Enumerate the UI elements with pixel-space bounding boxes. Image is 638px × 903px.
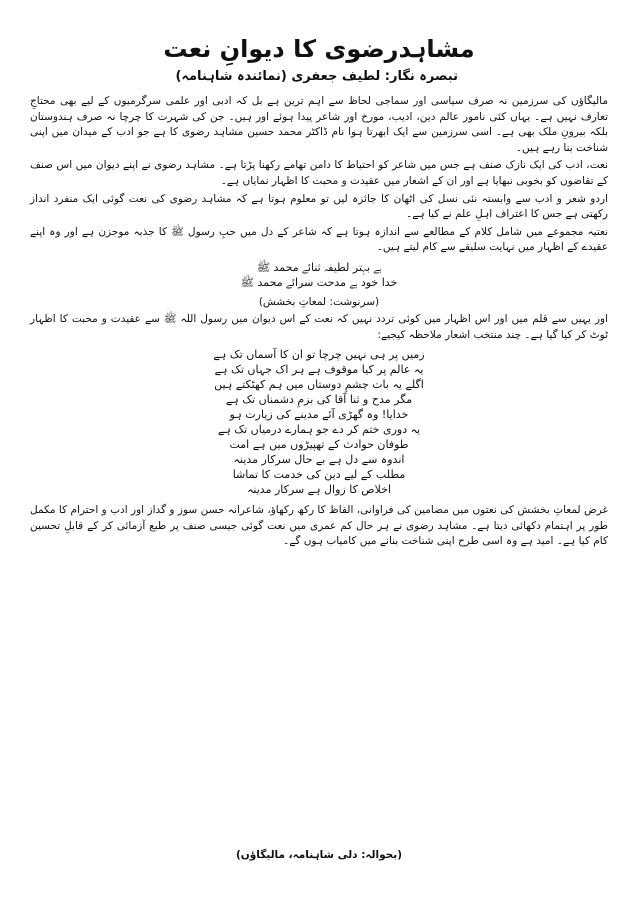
- couplet-line: مگر مدح و ثنا آقا کی بزمِ دشمناں تک ہے: [225, 393, 413, 407]
- couplet-line: یہ دوری ختم کر دے جو ہمارے درمیاں تک ہے: [217, 423, 421, 437]
- couplet-block-b: [30, 347, 608, 497]
- couplet-block-a: [30, 260, 608, 290]
- paragraph-end: غرض لمعاتِ بخشش کی نعتوں میں مضامین کی فراوانی، الفاظ کا رکھ رکھاؤ، شاعرانہ حسن سوز و گداز اور ادب و احترام کا مکمل طور پر اہتمام دکھائی دیتا ہے۔ مشاہد رضوی نے ہر حال کم عمری میں نعت گوئی جیسی صنف پر طبع آزمائی کر کے قابلِ تحسین کام کیا ہے۔ امید ہے وہ اسی طرح اپنی شناخت بنانے میں کامیاب ہوں گے۔: [30, 504, 608, 548]
- article-footer: (بحوالہ: دلی شاہنامہ، مالیگاؤں): [235, 849, 402, 861]
- couplet-line: طوفان حوادث کے تھپیڑوں میں ہے امت: [229, 438, 409, 452]
- couplet-line: اگلے یہ بات چشمِ دوستاں میں ہم کھٹکتے ہیں: [214, 378, 424, 392]
- couplet-line: خدایا! وہ گھڑی آئے مدینے کی زیارت ہو: [229, 408, 409, 422]
- couplet-line: مطلب کے لیے دین کی خدمت کا تماشا: [232, 468, 406, 482]
- couplet-line: خدا خود ہے مدحت سرائے محمد ﷺ: [240, 275, 398, 289]
- source-note: (سرنوشت: لمعاتِ بخشش): [258, 295, 380, 308]
- article-byline: تبصرہ نگار: لطیف جعفری (نمائندہ شاہنامہ): [175, 69, 458, 84]
- paragraph-2: نعت، ادب کی ایک نازک صنف ہے جس میں شاعر کو احتیاط کا دامن تھامے رکھنا پڑتا ہے۔ مشاہد رضوی نے اپنے دیوان میں اس صنف کے تقاضوں کو بخوبی نبھایا ہے اور ان کے اشعار میں عقیدت و محبت کا اظہار نمایاں ہے۔: [30, 159, 608, 187]
- couplet-line: اخلاص کا زوال ہے سرکار مدینہ: [246, 483, 392, 497]
- couplet-line: ہے بہتر لطیفہ ثنائے محمد ﷺ: [256, 260, 382, 274]
- couplet-line: زمیں پر ہی نہیں چرچا تو ان کا آسماں تک ہے: [213, 348, 425, 362]
- couplet-line: اندوہ سے دل ہے بے حال سرکار مدینہ: [233, 453, 405, 467]
- paragraph-3: اردو شعر و ادب سے وابستہ نئی نسل کی اٹھان کا جائزہ لیں تو معلوم ہوتا ہے کہ مشاہد رضوی کی نعت گوئی ایک منفرد انداز رکھتی ہے جس کا اعتراف اہلِ علم نے کیا ہے۔: [30, 192, 608, 221]
- article-title: مشاہدرضوی کا دیوانِ نعت: [163, 35, 475, 63]
- couplet-line: یہ عالم پر کیا موقوف ہے ہر اک جہاں تک ہے: [214, 363, 424, 377]
- paragraph-4: نعتیہ مجموعے میں شامل کلام کے مطالعے سے اندازہ ہوتا ہے کہ شاعر کے دل میں حبِ رسول ﷺ کا جذبہ موجزن ہے اور وہ اپنے عقیدے کے اظہار میں نہایت سلیقے سے کام لیتے ہیں۔: [30, 225, 608, 254]
- paragraph-mid: اور یہیں سے قلم میں اور اس اظہار میں کوئی تردد نہیں کہ نعت کے اس دیوان میں رسول اللہ ﷺ سے عقیدت و محبت کا اظہار ٹوٹ کر کیا گیا ہے۔ چند منتخب اشعار ملاحظہ کیجیے:: [30, 312, 608, 341]
- paragraph-1: مالیگاؤں کی سرزمین نہ صرف سیاسی اور سماجی لحاظ سے اہم ترین ہے بل کہ ادبی اور علمی سرگرمیوں کے لیے بھی محتاجِ تعارف نہیں ہے۔ یہاں کئی نامور عالم دین، ادیب، مورخ اور شاعر پیدا ہوئے اور ہیں۔ جن کی شہرت کا چرچا نہ صرف ہندوستان بلکہ بیرونِ ملک بھی ہے۔ اسی سرزمین سے ایک ابھرتا ہوا نام ڈاکٹر محمد حسین مشاہد رضوی کا ہے جو ادب کے میدان میں اپنی شناخت بنا رہے ہیں۔: [30, 95, 608, 154]
